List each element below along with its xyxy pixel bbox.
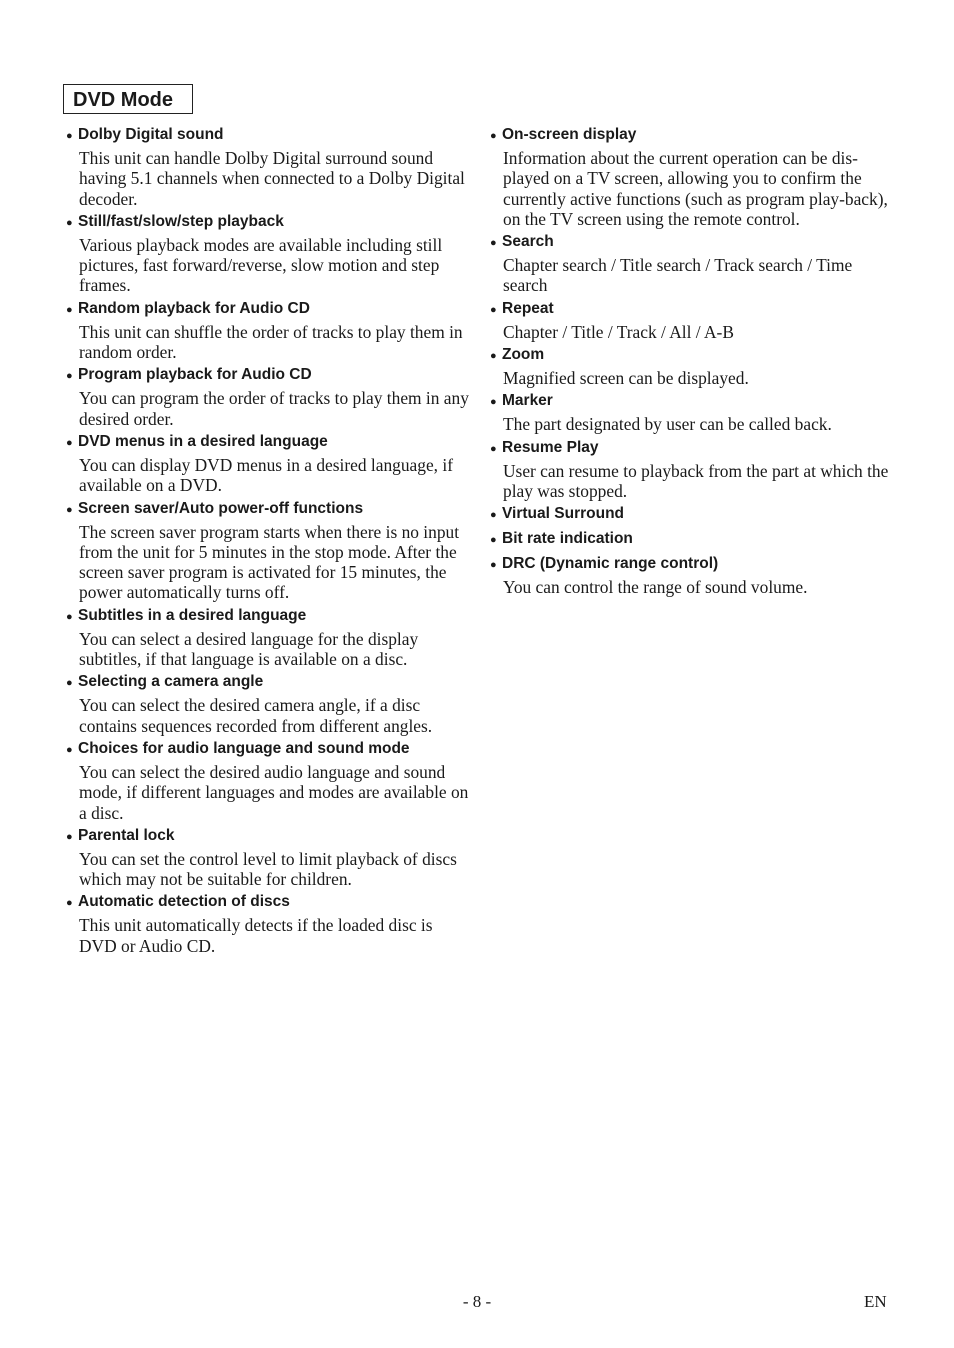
feature-description: Magnified screen can be displayed. — [503, 368, 749, 389]
bullet-icon: ● — [490, 303, 497, 316]
feature-item — [66, 671, 470, 736]
feature-heading-label: Zoom — [502, 346, 545, 364]
feature-item — [66, 298, 470, 363]
bullet-icon: ● — [490, 559, 497, 572]
feature-item — [490, 231, 894, 296]
feature-heading — [66, 738, 470, 761]
feature-heading-label: Subtitles in a desired language — [78, 606, 307, 624]
feature-heading — [490, 390, 894, 413]
feature-heading — [490, 298, 894, 321]
feature-item — [490, 437, 894, 502]
feature-item — [66, 605, 470, 670]
bullet-icon: ● — [66, 610, 73, 623]
feature-item — [490, 553, 894, 597]
feature-heading-label: Random playback for Audio CD — [78, 299, 310, 317]
section-title: DVD Mode — [63, 84, 193, 114]
feature-heading — [66, 431, 470, 454]
feature-description: This unit can shuffle the order of tracks to play them in random order. — [79, 321, 463, 363]
feature-heading-label: Parental lock — [78, 826, 175, 844]
feature-heading — [66, 891, 470, 914]
feature-heading — [490, 437, 894, 460]
feature-heading-label: Automatic detection of discs — [78, 893, 290, 911]
feature-heading — [66, 498, 470, 521]
feature-description: You can select the desired camera angle, if a disc contains sequences recorded from different angles. — [79, 695, 433, 736]
feature-heading-label: DVD menus in a desired language — [78, 432, 328, 450]
feature-heading — [490, 124, 894, 147]
feature-description: Chapter search / Title search / Track search / Time search — [503, 255, 853, 296]
feature-item — [66, 364, 470, 429]
bullet-icon: ● — [490, 396, 497, 409]
feature-item — [490, 503, 894, 526]
feature-item — [490, 298, 894, 342]
feature-heading-label: Bit rate indication — [502, 530, 633, 548]
bullet-icon: ● — [490, 237, 497, 250]
bullet-icon: ● — [66, 130, 73, 142]
bullet-icon: ● — [66, 436, 73, 449]
feature-item — [490, 390, 894, 434]
feature-description: You can program the order of tracks to play them in any desired order. — [79, 388, 469, 429]
feature-description: Various playback modes are available including still pictures, fast forward/reverse, slow motion and step frames. — [79, 234, 443, 296]
page-number: - 8 - — [462, 1292, 492, 1311]
bullet-icon: ● — [490, 130, 497, 142]
feature-heading-label: Still/fast/slow/step playback — [78, 212, 284, 230]
feature-heading-label: Repeat — [502, 299, 554, 317]
feature-heading — [66, 605, 470, 628]
feature-description: This unit automatically detects if the loaded disc is DVD or Audio CD. — [79, 915, 433, 956]
feature-heading — [66, 124, 470, 147]
feature-heading — [66, 211, 470, 234]
feature-heading — [490, 553, 894, 576]
feature-heading — [490, 231, 894, 254]
bullet-icon: ● — [490, 442, 497, 455]
bullet-icon: ● — [66, 503, 73, 516]
feature-description: You can display DVD menus in a desired language, if available on a DVD. — [79, 454, 453, 496]
feature-item — [490, 124, 894, 229]
feature-description: Information about the current operation can be dis-played on a TV screen, allowing you to confirm the currently active functions (such as program play-back), on the TV screen using the remote control. — [503, 148, 888, 229]
feature-description: You can select the desired audio language and sound mode, if different languages and modes are available on a disc. — [79, 761, 469, 823]
feature-description: You can set the control level to limit playback of discs which may not be suitable for children. — [79, 848, 457, 890]
bullet-icon: ● — [490, 534, 497, 547]
language-code: EN — [864, 1292, 887, 1311]
feature-heading-label: Marker — [502, 392, 553, 410]
bullet-icon: ● — [66, 303, 73, 316]
feature-heading-label: Program playback for Audio CD — [78, 366, 312, 384]
bullet-icon: ● — [66, 370, 73, 383]
feature-description: Chapter / Title / Track / All / A-B — [503, 321, 734, 342]
feature-heading — [490, 503, 894, 526]
feature-description: The screen saver program starts when there is no input from the unit for 5 minutes in the stop mode. After the screen saver program is activated for 15 minutes, the power automatically turns off. — [79, 521, 460, 603]
feature-item — [66, 498, 470, 603]
feature-heading-label: Dolby Digital sound — [78, 126, 224, 143]
feature-item — [66, 124, 470, 209]
feature-item — [490, 344, 894, 388]
bullet-icon: ● — [66, 830, 73, 843]
feature-heading-label: Selecting a camera angle — [78, 673, 264, 691]
feature-heading-label: Resume Play — [502, 438, 599, 456]
left-column — [66, 122, 470, 956]
bullet-icon: ● — [66, 743, 73, 756]
feature-item — [66, 738, 470, 823]
feature-item — [66, 431, 470, 496]
feature-description: User can resume to playback from the part at which the play was stopped. — [503, 460, 889, 501]
right-column — [490, 122, 894, 598]
feature-item — [66, 825, 470, 890]
feature-heading — [66, 671, 470, 694]
feature-heading-label: Virtual Surround — [502, 505, 625, 523]
bullet-icon: ● — [66, 897, 73, 910]
feature-heading — [490, 344, 894, 367]
feature-heading-label: DRC (Dynamic range control) — [502, 555, 719, 573]
feature-description: This unit can handle Dolby Digital surround sound having 5.1 channels when connected to a Dolby Digital decoder. — [79, 148, 465, 209]
feature-heading — [490, 528, 894, 551]
bullet-icon: ● — [490, 350, 497, 363]
bullet-icon: ● — [66, 677, 73, 690]
feature-description: You can control the range of sound volume. — [503, 577, 808, 598]
feature-heading-label: Choices for audio language and sound mode — [78, 739, 410, 757]
bullet-icon: ● — [490, 509, 497, 522]
bullet-icon: ● — [66, 216, 73, 229]
feature-heading — [66, 364, 470, 387]
feature-heading-label: Search — [502, 233, 554, 251]
feature-description: You can select a desired language for the display subtitles, if that language is available on a disc. — [79, 628, 419, 670]
feature-heading — [66, 298, 470, 321]
feature-item — [490, 528, 894, 551]
feature-description: The part designated by user can be called back. — [503, 414, 832, 435]
feature-heading-label: On-screen display — [502, 126, 637, 143]
feature-item — [66, 211, 470, 296]
feature-heading-label: Screen saver/Auto power-off functions — [78, 499, 364, 517]
feature-item — [66, 891, 470, 956]
feature-heading — [66, 825, 470, 848]
